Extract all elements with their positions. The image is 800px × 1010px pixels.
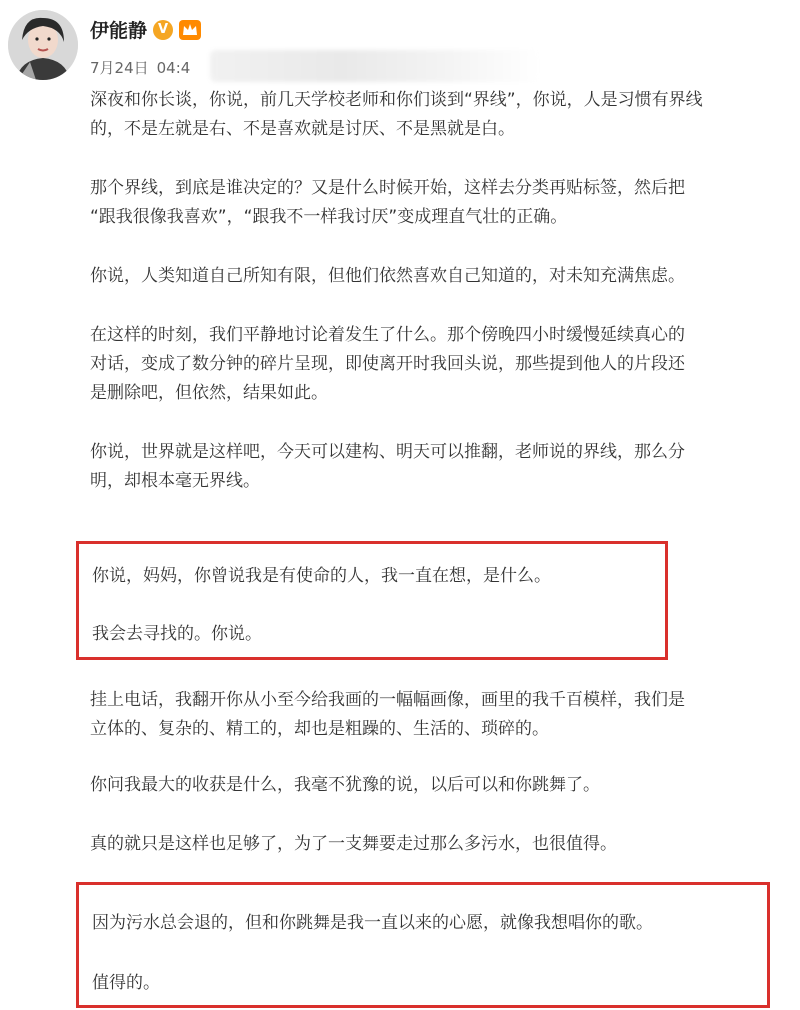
- highlight-1-line-2: 我会去寻找的。你说。: [92, 624, 262, 644]
- paragraph-1: 深夜和你长谈，你说，前几天学校老师和你们谈到“界线”，你说，人是习惯有界线 的，不是左就是右、不是喜欢就是讨厌、不是黑就是白。: [90, 90, 703, 139]
- highlight-2-line-1: 因为污水总会退的，但和你跳舞是我一直以来的心愿，就像我想唱你的歌。: [92, 913, 653, 933]
- crown-icon: [179, 20, 201, 40]
- post-body-continued: [90, 686, 790, 859]
- verified-badge-icon: V: [153, 20, 173, 40]
- avatar[interactable]: [8, 10, 78, 80]
- highlight-box-2: [76, 882, 770, 1008]
- post-time: 04:4: [156, 58, 191, 77]
- paragraph-2: 那个界线，到底是谁决定的？又是什么时候开始，这样去分类再贴标签，然后把 “跟我很像我喜欢”，“跟我不一样我讨厌”变成理直气壮的正确。: [90, 178, 685, 227]
- avatar-image: [8, 10, 78, 80]
- paragraph-6: 挂上电话，我翻开你从小至今给我画的一幅幅画像，画里的我千百模样，我们是 立体的、复杂的、精工的，却也是粗躁的、生活的、琐碎的。: [90, 690, 685, 739]
- paragraph-4: 在这样的时刻，我们平静地讨论着发生了什么。那个傍晚四小时缓慢延续真心的 对话，变成了数分钟的碎片呈现，即使离开时我回头说，那些提到他人的片段还 是删除吧，但依然，结果如此。: [90, 325, 685, 403]
- username[interactable]: 伊能静: [90, 20, 148, 42]
- post-date: 7月24日: [90, 59, 149, 77]
- post-timestamp[interactable]: [90, 57, 190, 78]
- username-row: [90, 16, 201, 43]
- paragraph-7: 你问我最大的收获是什么，我毫不犹豫的说，以后可以和你跳舞了。: [90, 775, 600, 795]
- highlight-2-line-2: 值得的。: [92, 973, 160, 993]
- highlight-1-line-1: 你说，妈妈，你曾说我是有使命的人，我一直在想，是什么。: [92, 566, 551, 586]
- paragraph-5: 你说，世界就是这样吧，今天可以建构、明天可以推翻，老师说的界线，那么分 明，却根本毫无界线。: [90, 442, 685, 491]
- blurred-region: [210, 50, 540, 82]
- post-body: [90, 86, 790, 496]
- paragraph-3: 你说，人类知道自己所知有限，但他们依然喜欢自己知道的，对未知充满焦虑。: [90, 266, 685, 286]
- paragraph-8: 真的就只是这样也足够了，为了一支舞要走过那么多污水，也很值得。: [90, 834, 617, 854]
